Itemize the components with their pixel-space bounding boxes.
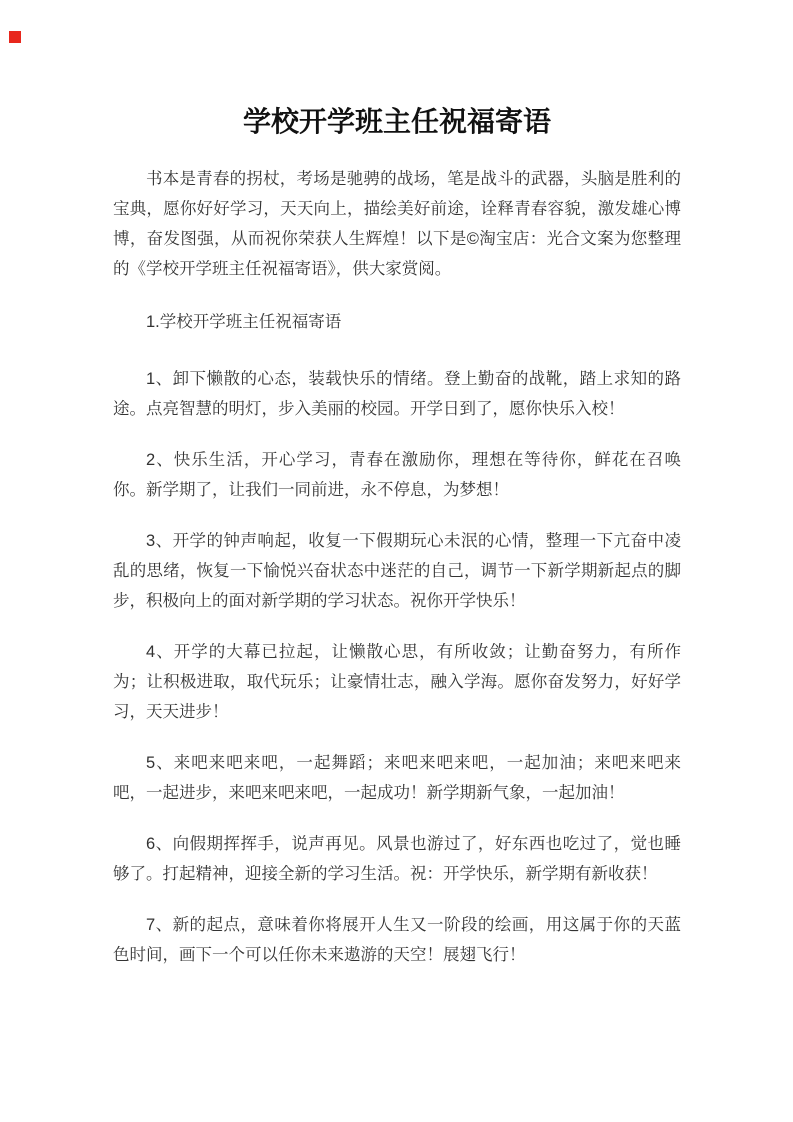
red-marker	[9, 31, 21, 43]
section-heading: 1.学校开学班主任祝福寄语	[146, 313, 342, 331]
blessing-item-5: 5、来吧来吧来吧，一起舞蹈；来吧来吧来吧，一起加油；来吧来吧来吧，一起进步，来吧来吧来吧，一起成功！新学期新气象，一起加油！	[113, 754, 681, 802]
intro-paragraph: 书本是青春的拐杖，考场是驰骋的战场，笔是战斗的武器，头脑是胜利的宝典，愿你好好学习，天天向上，描绘美好前途，诠释青春容貌，激发雄心博博，奋发图强，从而祝你荣获人生辉煌！以下是©淘宝店：光合文案为您整理的《学校开学班主任祝福寄语》，供大家赏阅。	[113, 170, 681, 278]
page-title: 学校开学班主任祝福寄语	[242, 106, 551, 137]
blessing-item-1: 1、卸下懒散的心态，装载快乐的情绪。登上勤奋的战靴，踏上求知的路途。点亮智慧的明灯，步入美丽的校园。开学日到了，愿你快乐入校！	[113, 370, 681, 418]
blessing-item-7: 7、新的起点，意味着你将展开人生又一阶段的绘画，用这属于你的天蓝色时间，画下一个可以任你未来遨游的天空！展翅飞行！	[113, 916, 681, 964]
blessing-item-4: 4、开学的大幕已拉起，让懒散心思，有所收敛；让勤奋努力，有所作为；让积极进取，取代玩乐；让豪情壮志，融入学海。愿你奋发努力，好好学习，天天进步！	[113, 643, 681, 721]
blessing-item-3: 3、开学的钟声响起，收复一下假期玩心未泯的心情，整理一下亢奋中凌乱的思绪，恢复一下愉悦兴奋状态中迷茫的自己，调节一下新学期新起点的脚步，积极向上的面对新学期的学习状态。祝你开学快乐！	[113, 532, 681, 610]
blessing-item-2: 2、快乐生活，开心学习，青春在激励你，理想在等待你，鲜花在召唤你。新学期了，让我们一同前进，永不停息，为梦想！	[113, 451, 681, 499]
blessing-item-6: 6、向假期挥挥手，说声再见。风景也游过了，好东西也吃过了，觉也睡够了。打起精神，迎接全新的学习生活。祝：开学快乐，新学期有新收获！	[113, 835, 681, 883]
